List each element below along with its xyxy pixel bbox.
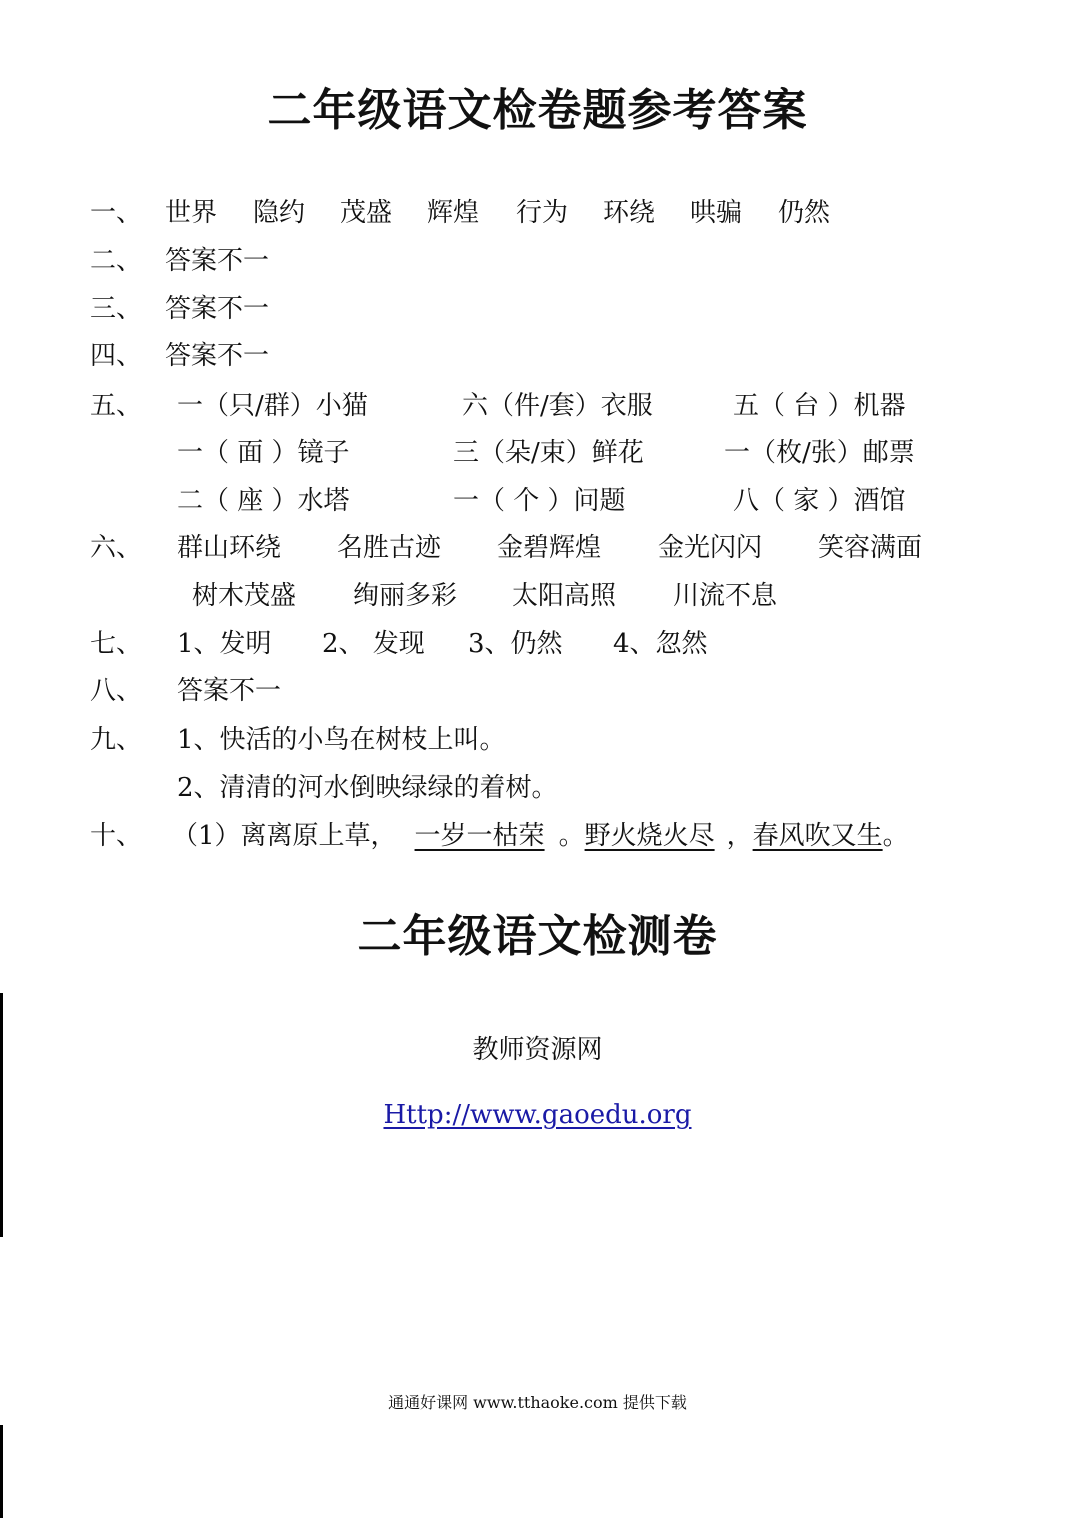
q6-idiom: 川流不息 (673, 581, 778, 611)
q2-answer: 答案不一 (165, 246, 270, 276)
q1-word: 隐约 (253, 198, 306, 228)
q5-cell: 一（ 个 ）问题 (453, 486, 626, 516)
q5-cell: 三（朵/束）鲜花 (453, 438, 644, 468)
source-link-row (0, 1098, 1075, 1132)
q5-cell: 五（ 台 ）机器 (733, 391, 906, 421)
q7-item: 2、 发现 (322, 629, 425, 659)
q10-punctuation: ， (726, 821, 753, 851)
q7-item: 4、忽然 (613, 629, 708, 659)
source-name: 教师资源网 (472, 1035, 603, 1065)
q9-number: 九、 (90, 725, 143, 755)
left-edge-bar-lower (0, 1425, 3, 1518)
q4-number: 四、 (90, 341, 143, 371)
q10-answer-blank: 野火烧火尽 (584, 821, 715, 851)
q10-punctuation: 。 (558, 821, 585, 851)
q1-word: 茂盛 (340, 198, 393, 228)
q3-answer: 答案不一 (165, 294, 270, 324)
q1-word: 哄骗 (690, 198, 743, 228)
q3-number: 三、 (90, 294, 143, 324)
q5-cell: 六（件/套）衣服 (462, 391, 653, 421)
q8-number: 八、 (90, 676, 143, 706)
q4-answer: 答案不一 (165, 341, 270, 371)
q6-idiom: 树木茂盛 (192, 581, 297, 611)
q5-number: 五、 (90, 391, 143, 421)
q9-sentence: 2、清清的河水倒映绿绿的着树。 (177, 773, 558, 803)
q6-idiom: 金碧辉煌 (497, 533, 602, 563)
q6-idiom: 金光闪闪 (658, 533, 763, 563)
section-title: 二年级语文检测卷 (357, 911, 718, 962)
q9-sentence: 1、快活的小鸟在树枝上叫。 (177, 725, 506, 755)
q10-prefix: （1）离离原上草， (172, 821, 397, 851)
q7-item: 3、仍然 (468, 629, 563, 659)
q1-word: 仍然 (778, 198, 831, 228)
q10-number: 十、 (90, 821, 143, 851)
q6-idiom: 笑容满面 (818, 533, 923, 563)
q10-answer-blank: 一岁一枯荣 (414, 821, 545, 851)
q6-idiom: 群山环绕 (177, 533, 282, 563)
q10-poem-line (172, 819, 909, 853)
q8-answer: 答案不一 (177, 676, 282, 706)
q6-number: 六、 (90, 533, 143, 563)
q10-answer-blank: 春风吹又生 (752, 821, 883, 851)
q1-word: 行为 (516, 198, 569, 228)
q1-number: 一、 (90, 198, 143, 228)
q1-word: 辉煌 (427, 198, 480, 228)
q5-cell: 八（ 家 ）酒馆 (733, 486, 906, 516)
q5-cell: 二（ 座 ）水塔 (177, 486, 350, 516)
page-title: 二年级语文检卷题参考答案 (267, 85, 808, 136)
q7-number: 七、 (90, 629, 143, 659)
q7-item: 1、发明 (177, 629, 272, 659)
source-link[interactable]: Http://www.gaoedu.org (383, 1100, 692, 1130)
q1-word: 世界 (165, 198, 218, 228)
page-footer: 通通好课网 www.tthaoke.com 提供下载 (388, 1393, 687, 1412)
q6-idiom: 名胜古迹 (337, 533, 442, 563)
q10-punctuation: 。 (882, 821, 909, 851)
q6-idiom: 绚丽多彩 (353, 581, 458, 611)
q5-cell: 一（只/群）小猫 (177, 391, 368, 421)
q5-cell: 一（枚/张）邮票 (724, 438, 915, 468)
q1-word: 环绕 (603, 198, 656, 228)
q5-cell: 一（ 面 ）镜子 (177, 438, 350, 468)
q2-number: 二、 (90, 246, 143, 276)
q6-idiom: 太阳高照 (512, 581, 617, 611)
